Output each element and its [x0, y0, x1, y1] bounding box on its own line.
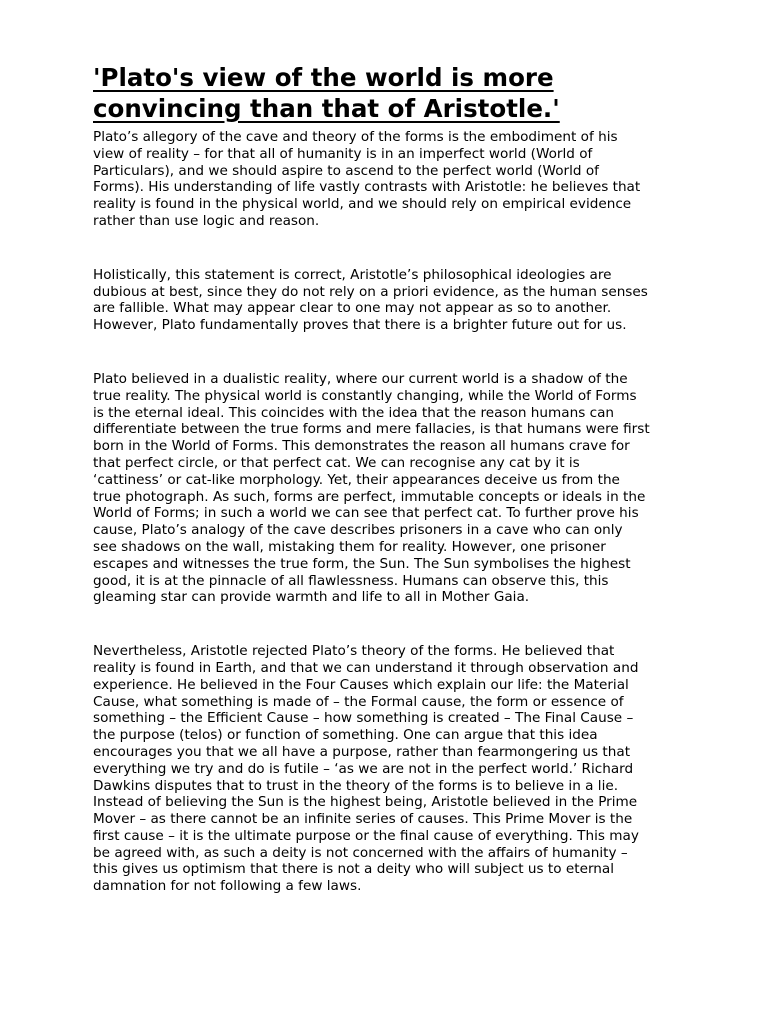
paragraph-line: Particulars), and we should aspire to ascend to the perfect world (World of — [93, 162, 599, 179]
paragraph-line: encourages you that we all have a purpose, rather than fearmongering us that — [93, 743, 631, 760]
essay-title — [93, 62, 677, 124]
paragraph-line: Cause, what something is made of – the Formal cause, the form or essence of — [93, 693, 624, 710]
paragraph-line: damnation for not following a few laws. — [93, 878, 362, 895]
paragraph-line: rather than use logic and reason. — [93, 212, 320, 229]
paragraph-line: is the eternal ideal. This coincides with the idea that the reason humans can — [93, 404, 615, 421]
paragraph-spacer — [93, 230, 677, 267]
paragraph-line: born in the World of Forms. This demonstrates the reason all humans crave for — [93, 438, 630, 455]
paragraph-line: are fallible. What may appear clear to one may not appear as so to another. — [93, 300, 612, 317]
paragraph-line: experience. He believed in the Four Causes which explain our life: the Material — [93, 676, 629, 693]
paragraph-spacer — [93, 606, 677, 643]
paragraph-plato — [93, 371, 677, 606]
paragraph-line: Holistically, this statement is correct, Aristotle’s philosophical ideologies are — [93, 266, 612, 283]
paragraph-spacer — [93, 334, 677, 371]
paragraph-line: Plato believed in a dualistic reality, where our current world is a shadow of the — [93, 370, 628, 387]
paragraph-line: gleaming star can provide warmth and life to all in Mother Gaia. — [93, 589, 530, 606]
paragraph-line: ‘cattiness’ or cat-like morphology. Yet, their appearances deceive us from the — [93, 471, 620, 488]
paragraph-line: dubious at best, since they do not rely on a priori evidence, as the human senses — [93, 283, 648, 300]
paragraph-aristotle — [93, 643, 677, 895]
paragraph-line: see shadows on the wall, mistaking them for reality. However, one prisoner — [93, 538, 606, 555]
paragraph-intro — [93, 129, 677, 230]
document-page — [93, 62, 677, 895]
paragraph-line: this gives us optimism that there is not a deity who will subject us to eternal — [93, 861, 615, 878]
paragraph-line: true photograph. As such, forms are perfect, immutable concepts or ideals in the — [93, 488, 646, 505]
paragraph-line: something – the Efficient Cause – how something is created – The Final Cause – — [93, 710, 634, 727]
paragraph-line: that perfect circle, or that perfect cat. We can recognise any cat by it is — [93, 454, 580, 471]
paragraph-line: escapes and witnesses the true form, the Sun. The Sun symbolises the highest — [93, 555, 631, 572]
essay-title-line: 'Plato's view of the world is more — [93, 63, 554, 92]
essay-title-line: convincing than that of Aristotle.' — [93, 94, 560, 123]
paragraph-line: be agreed with, as such a deity is not concerned with the affairs of humanity – — [93, 844, 628, 861]
paragraph-line: good, it is at the pinnacle of all flawlessness. Humans can observe this, this — [93, 572, 609, 589]
paragraph-line: However, Plato fundamentally proves that there is a brighter future out for us. — [93, 317, 627, 334]
paragraph-line: reality is found in the physical world, and we should rely on empirical evidence — [93, 196, 632, 213]
paragraph-line: differentiate between the true forms and mere fallacies, is that humans were first — [93, 421, 650, 438]
paragraph-line: Forms). His understanding of life vastly contrasts with Aristotle: he believes that — [93, 179, 641, 196]
paragraph-line: everything we try and do is futile – ‘as we are not in the perfect world.’ Richard — [93, 760, 634, 777]
paragraph-line: Instead of believing the Sun is the highest being, Aristotle believed in the Prime — [93, 794, 638, 811]
paragraph-holistic — [93, 267, 677, 334]
paragraph-line: view of reality – for that all of humanity is in an imperfect world (World of — [93, 145, 593, 162]
paragraph-line: Mover – as there cannot be an infinite series of causes. This Prime Mover is the — [93, 811, 633, 828]
paragraph-line: Plato’s allegory of the cave and theory of the forms is the embodiment of his — [93, 129, 618, 145]
paragraph-line: cause, Plato’s analogy of the cave describes prisoners in a cave who can only — [93, 522, 623, 539]
paragraph-line: reality is found in Earth, and that we can understand it through observation and — [93, 659, 639, 676]
paragraph-line: Dawkins disputes that to trust in the theory of the forms is to believe in a lie. — [93, 777, 619, 794]
paragraph-line: Nevertheless, Aristotle rejected Plato’s theory of the forms. He believed that — [93, 643, 615, 660]
paragraph-line: World of Forms; in such a world we can see that perfect cat. To further prove his — [93, 505, 639, 522]
paragraph-line: true reality. The physical world is constantly changing, while the World of Forms — [93, 387, 637, 404]
paragraph-line: the purpose (telos) or function of something. One can argue that this idea — [93, 727, 598, 744]
paragraph-line: first cause – it is the ultimate purpose or the final cause of everything. This may — [93, 827, 639, 844]
